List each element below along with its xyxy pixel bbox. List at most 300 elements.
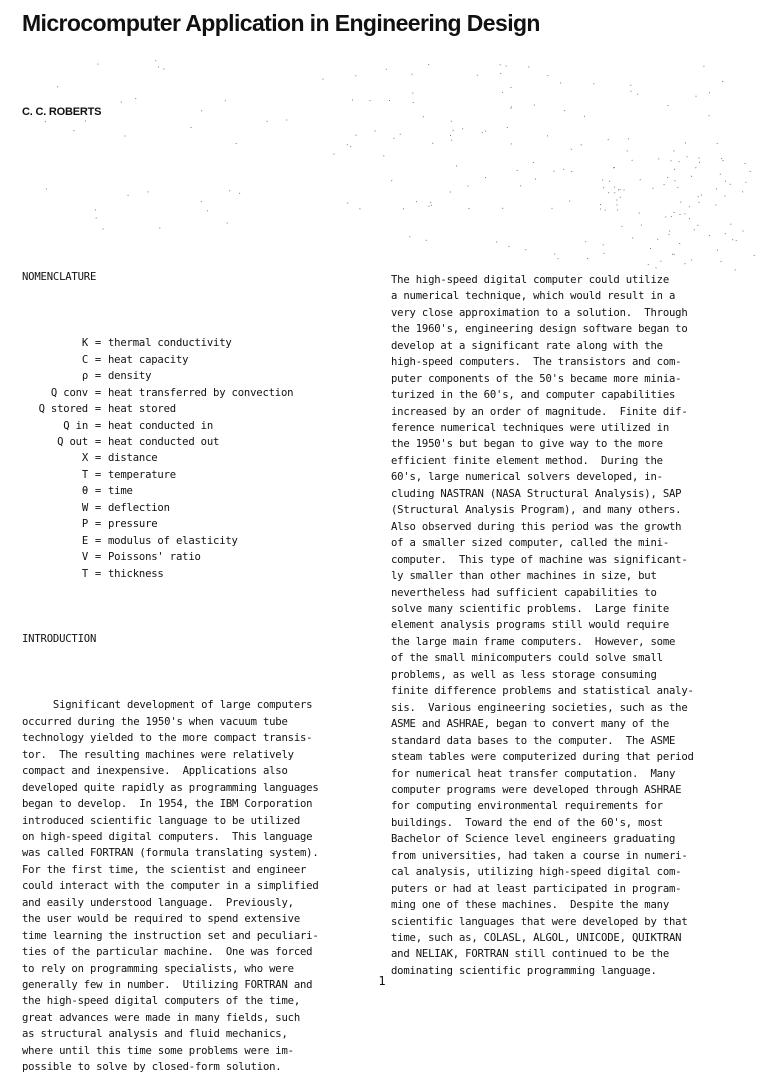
text-line: 60's, large numerical solvers developed, in- [391, 471, 663, 484]
nomenclature-item [22, 434, 372, 450]
text-line: time learning the instruction set and peculiari- [22, 929, 319, 942]
text-line: cal analysis, utilizing high-speed digital com- [391, 866, 682, 879]
noise-dot [409, 236, 410, 237]
noise-dot [743, 231, 744, 232]
text-line: and NELIAK, FORTRAN still continued to be the [391, 948, 670, 961]
noise-dot [467, 186, 468, 187]
text-line: The high-speed digital computer could utilize [391, 273, 670, 286]
noise-dot [158, 66, 159, 67]
equals-sign: = [94, 370, 102, 383]
nomenclature-definition: deflection [108, 501, 170, 514]
nomenclature-item [22, 418, 372, 434]
right-column [391, 239, 749, 996]
equals-sign: = [94, 435, 102, 448]
noise-dot [155, 60, 156, 61]
noise-dot [652, 188, 653, 189]
nomenclature-symbol: Q conv [50, 386, 88, 399]
noise-dot [547, 75, 548, 76]
noise-dot [103, 228, 104, 229]
paper-title: Microcomputer Application in Engineering Design [22, 10, 540, 36]
nomenclature-symbol: K [81, 337, 88, 350]
text-line: buildings. Toward the end of the 60's, most [391, 816, 663, 829]
text-line: Also observed during this period was the growth [391, 520, 682, 533]
nomenclature-heading: NOMENCLATURE [22, 270, 97, 283]
noise-dot [456, 166, 457, 167]
noise-dot [689, 218, 690, 219]
noise-dot [608, 192, 609, 193]
noise-dot [673, 150, 674, 151]
noise-dot [630, 85, 631, 86]
equals-sign: = [94, 534, 102, 547]
text-line: technology yielded to the more compact transis- [22, 732, 313, 745]
text-line: computer. This type of machine was significant- [391, 553, 688, 566]
text-line: (Structural Analysis Program), and many others. [391, 504, 682, 517]
nomenclature-symbol: θ [81, 485, 88, 498]
noise-dot [632, 160, 633, 161]
equals-sign: = [94, 403, 102, 416]
noise-dot [391, 180, 392, 181]
equals-sign: = [94, 518, 102, 531]
nomenclature-symbol: Q in [63, 419, 88, 432]
noise-dot [724, 196, 725, 197]
noise-dot [617, 204, 618, 205]
noise-dot [717, 143, 718, 144]
noise-dot [641, 225, 642, 226]
text-line: turized in the 60's, and computer capabilities [391, 389, 676, 402]
text-line: nevertheless had sufficient capabilities to [391, 586, 657, 599]
noise-dot [725, 233, 726, 234]
text-line: and easily understood language. Previously, [22, 896, 294, 909]
text-line: ASME and ASHRAE, began to convert many of the [391, 718, 670, 731]
text-line: develop at a significant rate along with the [391, 339, 663, 352]
noise-dot [386, 69, 387, 70]
text-line: Bachelor of Science level engineers graduating [391, 833, 676, 846]
noise-dot [350, 146, 351, 147]
noise-dot [547, 135, 548, 136]
noise-dot [96, 218, 97, 219]
text-line: for numerical heat transfer computation. Many [391, 767, 676, 780]
nomenclature-definition: thickness [108, 567, 164, 580]
equals-sign: = [94, 419, 102, 432]
equals-sign: = [94, 353, 102, 366]
noise-dot [609, 181, 610, 182]
introduction-paragraph [22, 697, 372, 1075]
noise-dot [535, 179, 536, 180]
noise-dot [517, 170, 518, 171]
text-line: compact and inexpensive. Applications also [22, 765, 288, 778]
text-line: scientific languages that were developed by that [391, 915, 688, 928]
noise-dot [451, 121, 452, 122]
noise-dot [403, 208, 404, 209]
noise-dot [553, 171, 554, 172]
text-line: steam tables were computerized during that period [391, 751, 694, 764]
noise-dot [135, 98, 136, 99]
text-line: was called FORTRAN (formula translating system). [22, 847, 319, 860]
text-line: for computing environmental requirements for [391, 800, 663, 813]
noise-dot [603, 187, 604, 188]
noise-dot [605, 210, 606, 211]
text-line: the large main frame computers. However, some [391, 635, 676, 648]
text-line: ly smaller than other machines in size, but [391, 570, 657, 583]
text-line: could interact with the computer in a simplified [22, 880, 319, 893]
noise-dot [602, 179, 603, 180]
noise-dot [163, 69, 164, 70]
text-line: the 1950's but began to give way to the more [391, 438, 663, 451]
nomenclature-symbol: Q stored [38, 403, 88, 416]
text-line: developed quite rapidly as programming languages [22, 781, 319, 794]
noise-dot [370, 100, 371, 101]
text-line: very close approximation to a solution. Through [391, 306, 688, 319]
nomenclature-item [22, 500, 372, 516]
text-line: finite difference problems and statistical analy- [391, 685, 694, 698]
text-line: ming one of these machines. Despite the many [391, 899, 670, 912]
noise-dot [723, 160, 724, 161]
noise-dot [696, 96, 697, 97]
noise-dot [355, 75, 356, 76]
text-line: a numerical technique, which would result in a [391, 290, 676, 303]
noise-dot [621, 226, 622, 227]
text-line: from universities, had taken a course in numeri- [391, 849, 688, 862]
text-line: time, such as, COLASL, ALGOL, UNICODE, QUIKTRAN [391, 932, 682, 945]
equals-sign: = [94, 567, 102, 580]
noise-dot [356, 135, 357, 136]
noise-dot [722, 81, 723, 82]
nomenclature-item [22, 450, 372, 466]
noise-dot [560, 82, 561, 83]
noise-dot [500, 73, 501, 74]
noise-dot [431, 205, 432, 206]
nomenclature-symbol: C [81, 353, 88, 366]
noise-dot [674, 169, 675, 170]
noise-dot [742, 191, 743, 192]
noise-dot [469, 208, 470, 209]
text-line: began to develop. In 1954, the IBM Corporation [22, 798, 313, 811]
text-line: tor. The resulting machines were relatively [22, 748, 294, 761]
noise-dot [698, 202, 699, 203]
text-line: puters or had at least participated in program- [391, 882, 682, 895]
noise-dot [730, 184, 731, 185]
noise-dot [674, 180, 675, 181]
noise-dot [716, 188, 717, 189]
noise-dot [428, 64, 429, 65]
noise-dot [322, 79, 323, 80]
noise-dot [584, 116, 585, 117]
noise-dot [97, 64, 98, 65]
noise-dot [95, 209, 96, 210]
nomenclature-definition: heat conducted in [108, 419, 214, 432]
introduction-heading: INTRODUCTION [22, 632, 97, 645]
noise-dot [664, 184, 665, 185]
nomenclature-item [22, 566, 372, 582]
noise-dot [375, 131, 376, 132]
noise-dot [552, 208, 553, 209]
noise-dot [451, 140, 452, 141]
author-name: C. C. ROBERTS [22, 106, 102, 118]
noise-dot [510, 108, 511, 109]
noise-dot [359, 208, 360, 209]
nomenclature-item [22, 401, 372, 417]
noise-dot [352, 100, 353, 101]
noise-dot [393, 138, 394, 139]
noise-dot [617, 210, 618, 211]
noise-dot [416, 201, 417, 202]
nomenclature-symbol: W [81, 501, 88, 514]
nomenclature-item [22, 516, 372, 532]
noise-dot [430, 202, 431, 203]
nomenclature-list [22, 335, 372, 582]
nomenclature-definition: Poissons' ratio [108, 551, 201, 564]
noise-dot [450, 135, 451, 136]
nomenclature-definition: density [108, 370, 152, 383]
noise-dot [334, 154, 335, 155]
equals-sign: = [94, 551, 102, 564]
noise-dot [502, 208, 503, 209]
equals-sign: = [94, 501, 102, 514]
nomenclature-definition: heat conducted out [108, 435, 220, 448]
introduction-continued-paragraph [391, 272, 749, 979]
noise-dot [511, 106, 512, 107]
nomenclature-symbol: P [81, 518, 88, 531]
noise-dot [485, 177, 486, 178]
noise-dot [639, 213, 640, 214]
noise-dot [600, 204, 601, 205]
noise-dot [613, 167, 614, 168]
noise-dot [674, 212, 675, 213]
noise-dot [500, 64, 501, 65]
text-line: sis. Various engineering societies, such as the [391, 701, 688, 714]
noise-dot [593, 83, 594, 84]
text-line: computer programs were developed through ASHRAE [391, 783, 682, 796]
nomenclature-item [22, 483, 372, 499]
noise-dot [745, 163, 746, 164]
noise-dot [46, 189, 47, 190]
equals-sign: = [94, 468, 102, 481]
noise-dot [679, 161, 680, 162]
page-number: 1 [378, 974, 386, 988]
text-line: efficient finite element method. During the [391, 454, 663, 467]
noise-dot [685, 142, 686, 143]
noise-dot [239, 193, 240, 194]
noise-dot [383, 155, 384, 156]
text-line: cluding NASTRAN (NASA Structural Analysis), SAP [391, 487, 682, 500]
text-line: high-speed computers. The transistors and com- [391, 356, 682, 369]
noise-dot [400, 134, 401, 135]
text-line: puter components of the 50's became more minia- [391, 372, 682, 385]
nomenclature-definition: heat stored [108, 403, 176, 416]
noise-dot [121, 102, 122, 103]
noise-dot [745, 182, 746, 183]
noise-dot [506, 66, 507, 67]
noise-dot [286, 120, 287, 121]
noise-dot [159, 228, 160, 229]
noise-dot [627, 150, 628, 151]
noise-dot [715, 204, 716, 205]
nomenclature-definition: thermal conductivity [108, 337, 232, 350]
noise-dot [699, 162, 700, 163]
noise-dot [691, 176, 692, 177]
nomenclature-symbol: Q out [57, 435, 88, 448]
noise-dot [616, 200, 617, 201]
nomenclature-symbol: ρ [81, 370, 88, 383]
text-line: the 1960's, engineering design software began to [391, 323, 688, 336]
nomenclature-symbol: E [81, 534, 88, 547]
text-line: For the first time, the scientist and engineer [22, 863, 307, 876]
noise-dot [689, 206, 690, 207]
nomenclature-definition: pressure [108, 518, 158, 531]
noise-dot [569, 201, 570, 202]
noise-dot [697, 225, 698, 226]
noise-dot [703, 66, 704, 67]
nomenclature-item [22, 467, 372, 483]
text-line: Significant development of large computers [22, 699, 313, 712]
text-line: standard data bases to the computer. The ASME [391, 734, 676, 747]
noise-dot [85, 121, 86, 122]
noise-dot [201, 201, 202, 202]
noise-dot [725, 181, 726, 182]
noise-dot [720, 174, 721, 175]
noise-dot [698, 196, 699, 197]
noise-dot [528, 66, 529, 67]
noise-dot [709, 115, 710, 116]
text-line: increased by an order of magnitude. Finite dif- [391, 405, 688, 418]
nomenclature-definition: heat capacity [108, 353, 189, 366]
noise-dot [671, 216, 672, 217]
noise-dot [502, 92, 503, 93]
noise-dot [563, 169, 564, 170]
noise-dot [750, 171, 751, 172]
nomenclature-item [22, 352, 372, 368]
noise-dot [347, 203, 348, 204]
text-line: great advances were made in many fields, such [22, 1011, 301, 1024]
noise-dot [428, 206, 429, 207]
noise-dot [191, 127, 192, 128]
noise-dot [520, 185, 521, 186]
noise-dot [511, 143, 512, 144]
noise-dot [680, 214, 681, 215]
noise-dot [453, 130, 454, 131]
noise-dot [709, 235, 710, 236]
text-line: generally few in number. Utilizing FORTRAN and [22, 979, 313, 992]
noise-dot [665, 217, 666, 218]
nomenclature-definition: distance [108, 452, 158, 465]
noise-dot [614, 167, 615, 168]
noise-dot [614, 187, 615, 188]
noise-dot [485, 131, 486, 132]
noise-dot [667, 177, 668, 178]
text-line: dominating scientific programming language. [391, 964, 657, 977]
nomenclature-definition: modulus of elasticity [108, 534, 238, 547]
equals-sign: = [94, 337, 102, 350]
text-line: the user would be required to spend extensive [22, 913, 301, 926]
noise-dot [614, 192, 615, 193]
text-line: as structural analysis and fluid mechanics, [22, 1028, 288, 1041]
noise-dot [533, 162, 534, 163]
noise-dot [57, 86, 58, 87]
noise-dot [413, 102, 414, 103]
noise-dot [624, 190, 625, 191]
noise-dot [677, 187, 678, 188]
nomenclature-definition: temperature [108, 468, 176, 481]
noise-dot [423, 116, 424, 117]
noise-dot [229, 190, 230, 191]
text-line: on high-speed digital computers. This language [22, 830, 313, 843]
noise-dot [571, 149, 572, 150]
text-line: ties of the particular machine. One was forced [22, 946, 313, 959]
noise-dot [721, 158, 722, 159]
noise-dot [667, 105, 668, 106]
noise-dot [510, 87, 511, 88]
noise-dot [225, 100, 226, 101]
noise-dot [462, 128, 463, 129]
nomenclature-symbol: T [81, 468, 88, 481]
nomenclature-item [22, 549, 372, 565]
nomenclature-item [22, 533, 372, 549]
noise-dot [73, 130, 74, 131]
noise-dot [687, 156, 688, 157]
nomenclature-definition: time [108, 485, 133, 498]
equals-sign: = [94, 485, 102, 498]
text-line: to rely on programming specialists, who were [22, 962, 294, 975]
noise-dot [628, 138, 629, 139]
text-line: the high-speed digital computers of the time, [22, 995, 301, 1008]
noise-dot [125, 136, 126, 137]
text-line: ference numerical techniques were utilized in [391, 421, 670, 434]
nomenclature-item [22, 335, 372, 351]
text-line: possible to solve by closed-form solution. [22, 1061, 282, 1074]
noise-dot [701, 195, 702, 196]
noise-dot [694, 229, 695, 230]
nomenclature-item [22, 368, 372, 384]
noise-dot [669, 234, 670, 235]
noise-dot [658, 158, 659, 159]
text-line: occurred during the 1950's when vacuum tube [22, 715, 288, 728]
noise-dot [699, 158, 700, 159]
nomenclature-symbol: X [81, 452, 88, 465]
noise-dot [432, 143, 433, 144]
noise-dot [507, 127, 508, 128]
nomenclature-symbol: V [81, 551, 88, 564]
noise-dot [709, 92, 710, 93]
noise-dot [640, 179, 641, 180]
nomenclature-symbol: T [81, 567, 88, 580]
noise-dot [608, 139, 609, 140]
noise-dot [581, 144, 582, 145]
noise-dot [630, 91, 631, 92]
text-line: where until this time some problems were im- [22, 1044, 294, 1057]
noise-dot [571, 171, 572, 172]
noise-dot [412, 93, 413, 94]
left-column [22, 236, 372, 1092]
noise-dot [695, 167, 696, 168]
noise-dot [620, 197, 621, 198]
text-line: of the small minicomputers could solve small [391, 652, 663, 665]
equals-sign: = [94, 386, 102, 399]
noise-dot [671, 160, 672, 161]
noise-dot [564, 110, 565, 111]
text-line: solve many scientific problems. Large finite [391, 602, 670, 615]
noise-dot [389, 100, 390, 101]
noise-dot [534, 105, 535, 106]
noise-dot [620, 189, 621, 190]
noise-dot [680, 202, 681, 203]
text-line: problems, as well as less storage consuming [391, 668, 657, 681]
noise-dot [618, 189, 619, 190]
text-line: of a smaller sized computer, called the mini- [391, 537, 670, 550]
noise-dot [236, 143, 237, 144]
noise-dot [482, 132, 483, 133]
noise-dot [207, 210, 208, 211]
nomenclature-item [22, 385, 372, 401]
